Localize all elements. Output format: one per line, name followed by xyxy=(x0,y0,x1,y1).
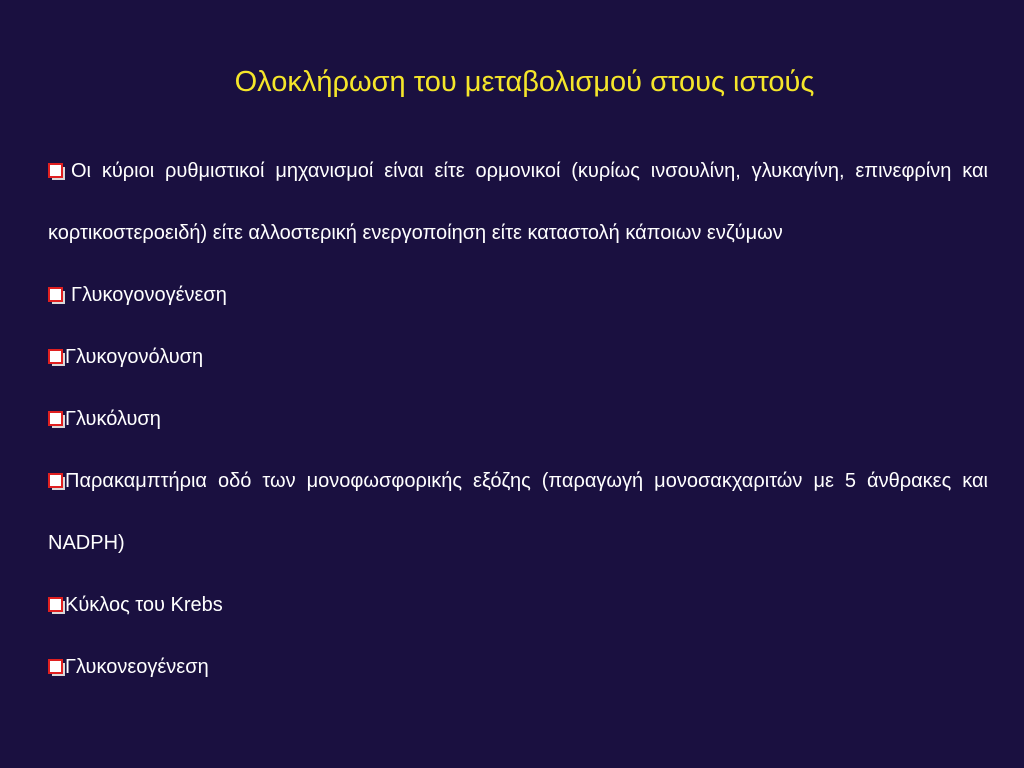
list-item xyxy=(48,388,988,450)
list-item-text: Γλυκογονόλυση xyxy=(65,346,204,368)
list-item xyxy=(48,264,988,326)
list-item-text: Γλυκόλυση xyxy=(65,408,161,430)
checkbox-square-icon xyxy=(48,411,63,426)
list-item-text: Γλυκογονογένεση xyxy=(71,284,227,306)
list-item-text: Οι κύριοι ρυθμιστικοί μηχανισμοί είναι είτε ορμονικοί (κυρίως ινσουλίνη, γλυκαγίνη, επινεφρίνη και κορτικοστεροειδή) είτε αλλοστερική ενεργοποίηση είτε καταστολή κάποιων ενζύμων xyxy=(48,160,988,244)
checkbox-square-icon xyxy=(48,473,63,488)
list-item-text: Κύκλος του Krebs xyxy=(65,594,223,616)
slide-title: Ολοκλήρωση του μεταβολισμού στους ιστούς xyxy=(234,66,815,98)
checkbox-square-icon xyxy=(48,163,63,178)
list-item xyxy=(48,450,988,574)
bullet-list xyxy=(48,140,988,698)
list-item xyxy=(48,574,988,636)
list-item xyxy=(48,326,988,388)
list-item-text: Γλυκονεογένεση xyxy=(65,656,209,678)
list-item xyxy=(48,140,988,264)
checkbox-square-icon xyxy=(48,659,63,674)
checkbox-square-icon xyxy=(48,349,63,364)
checkbox-square-icon xyxy=(48,287,63,302)
list-item-text: Παρακαμπτήρια οδό των μονοφωσφορικής εξόζης (παραγωγή μονοσακχαριτών με 5 άνθρακες και NADPH) xyxy=(48,470,988,554)
checkbox-square-icon xyxy=(48,597,63,612)
list-item xyxy=(48,636,988,698)
